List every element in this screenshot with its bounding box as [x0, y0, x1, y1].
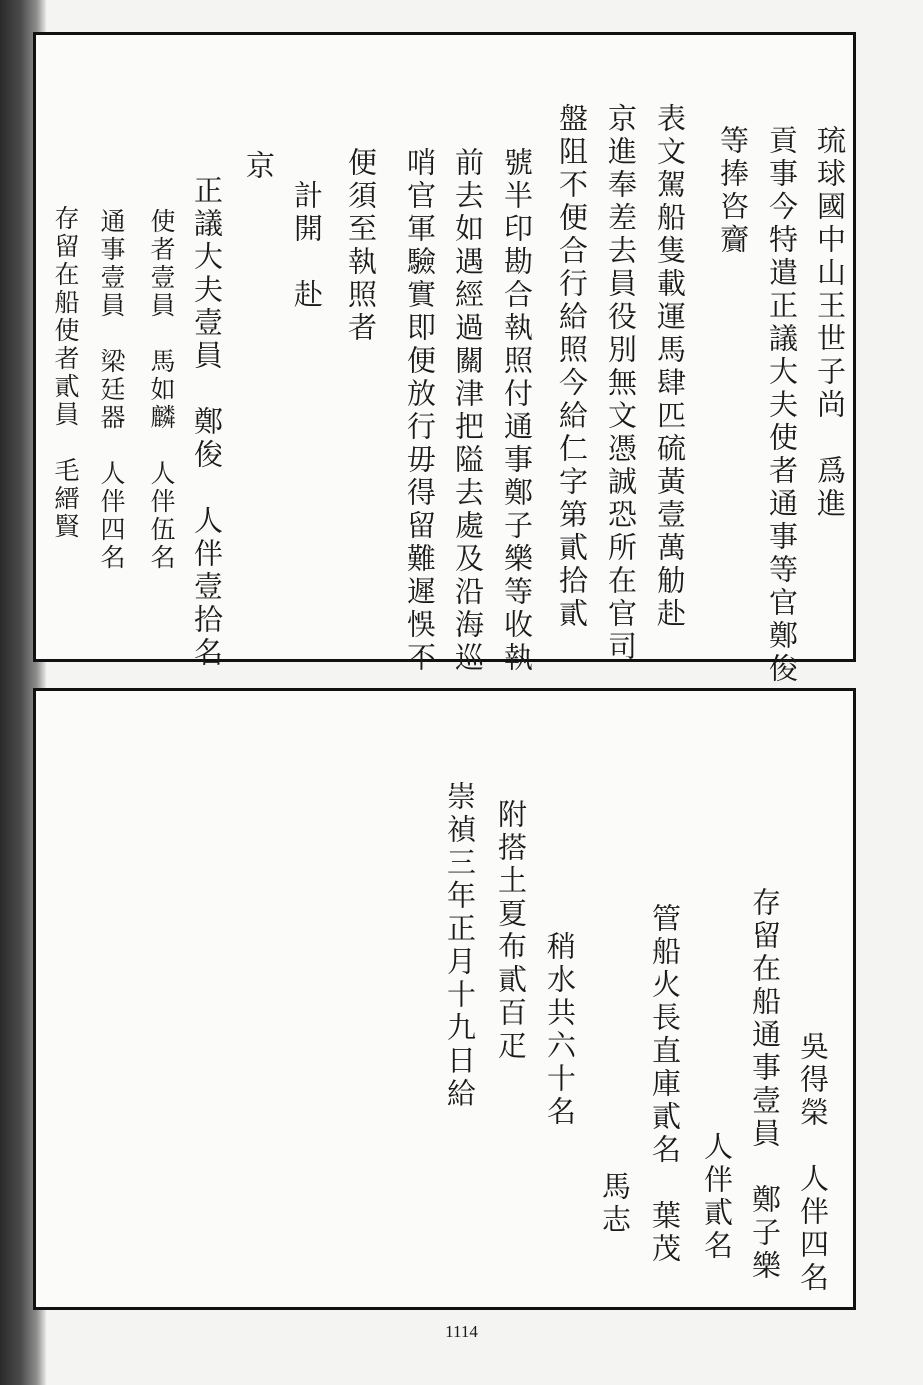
text-column: 表文駕船隻載運馬肆匹硫黃壹萬觔赴	[653, 103, 687, 631]
text-column: 正議大夫壹員 鄭俊 人伴壹拾名	[190, 175, 224, 670]
text-column: 管船火長直庫貳名 葉茂	[648, 903, 682, 1266]
text-column: 等捧咨齎	[716, 125, 750, 257]
text-column: 存留在船使者貳員 毛縉賢	[51, 205, 80, 541]
text-column: 存留在船通事壹員 鄭子樂	[748, 887, 782, 1283]
document-panel-top	[33, 32, 856, 686]
text-column: 稍水共六十名	[543, 931, 577, 1129]
text-column: 京進奉差去員役別無文憑誠恐所在官司	[604, 103, 638, 664]
text-column: 京	[242, 150, 276, 183]
text-column: 附搭土夏布貳百疋	[494, 799, 528, 1063]
text-column: 便須至執照者	[344, 147, 378, 345]
text-column: 通事壹員 梁廷器 人伴四名	[97, 208, 126, 572]
text-column: 哨官軍驗實即便放行毋得留難遲悞不	[403, 147, 437, 675]
text-column: 吳得榮 人伴四名	[796, 1031, 830, 1295]
text-column: 號半印勘合執照付通事鄭子樂等收執	[500, 147, 534, 675]
text-column: 琉球國中山王世子尚 爲進	[813, 125, 847, 521]
text-column: 盤阻不便合行給照今給仁字第貳拾貳	[555, 103, 589, 631]
text-column: 計開 赴	[290, 180, 324, 312]
page-number: 1114	[445, 1322, 478, 1341]
document-panel-bottom	[33, 688, 856, 1310]
text-column: 貢事今特遣正議大夫使者通事等官鄭俊	[765, 125, 799, 686]
text-column: 崇禎三年正月十九日給	[443, 781, 477, 1111]
text-column: 使者壹員 馬如麟 人伴伍名	[147, 208, 176, 572]
text-column: 前去如遇經過關津把隘去處及沿海巡	[451, 147, 485, 675]
text-column: 馬志	[598, 1171, 632, 1237]
text-column: 人伴貳名	[700, 1131, 734, 1263]
